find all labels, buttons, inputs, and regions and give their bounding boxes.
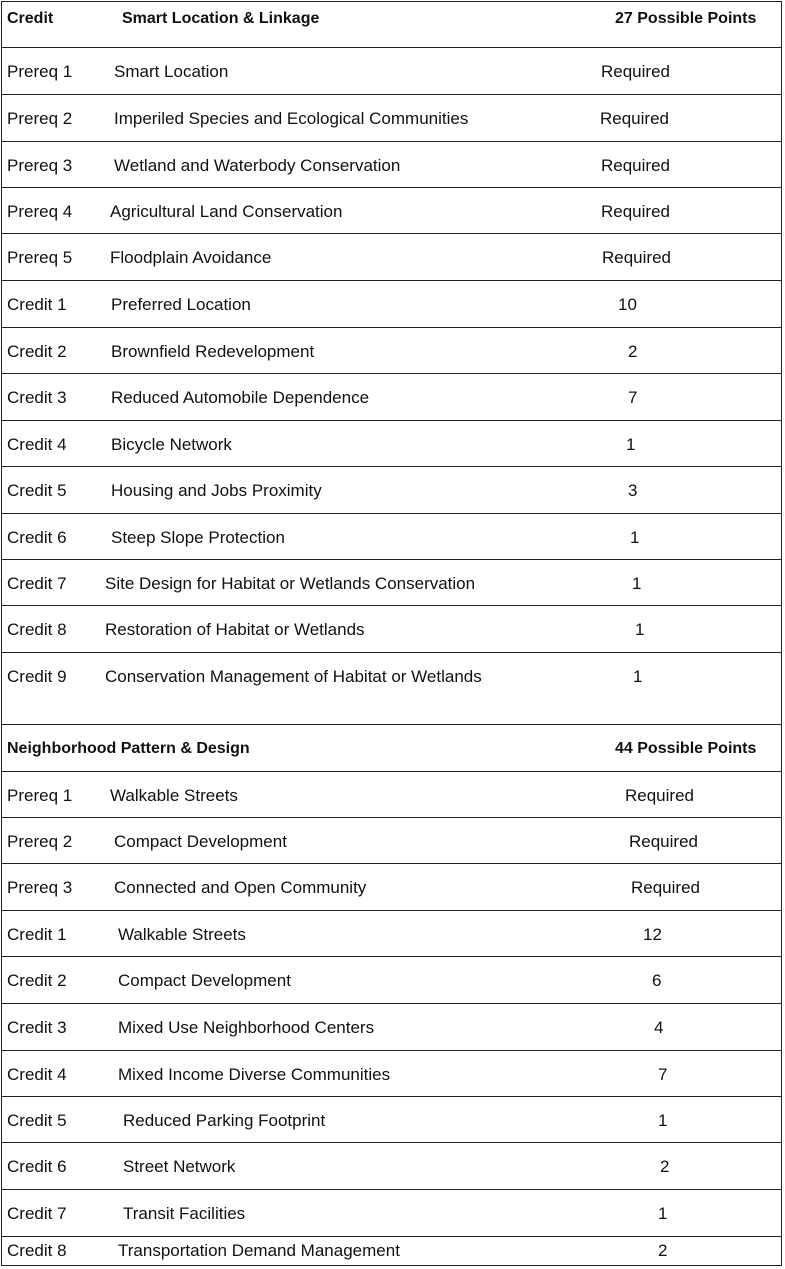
table-row <box>1 653 782 725</box>
table-row <box>1 328 782 374</box>
row-code: Prereq 1 <box>7 786 73 805</box>
row-name: Housing and Jobs Proximity <box>111 481 322 500</box>
table-row <box>1 1143 782 1190</box>
section-header-smart-location <box>1 1 782 48</box>
header-credit-label: Credit <box>7 10 54 27</box>
row-value: Required <box>601 62 670 81</box>
table-row <box>1 1190 782 1237</box>
row-name: Floodplain Avoidance <box>110 248 272 267</box>
table-row <box>1 95 782 142</box>
row-value: 10 <box>618 295 637 314</box>
row-name: Street Network <box>123 1157 236 1176</box>
row-code: Prereq 4 <box>7 202 73 221</box>
section-header-neighborhood-pattern <box>1 725 782 772</box>
table-row <box>1 421 782 467</box>
row-name: Mixed Income Diverse Communities <box>118 1065 391 1084</box>
row-name: Walkable Streets <box>110 786 238 805</box>
row-code: Credit 8 <box>7 620 67 639</box>
row-name: Reduced Parking Footprint <box>123 1111 326 1130</box>
row-name: Imperiled Species and Ecological Communities <box>114 109 469 128</box>
row-name: Conservation Management of Habitat or Wetlands <box>105 667 482 686</box>
row-value: 1 <box>626 435 636 454</box>
row-code: Prereq 2 <box>7 109 73 128</box>
row-value: 2 <box>660 1157 670 1176</box>
row-name: Preferred Location <box>111 295 251 314</box>
row-value: 2 <box>658 1241 668 1260</box>
row-code: Credit 5 <box>7 481 67 500</box>
row-code: Credit 9 <box>7 667 67 686</box>
section-title: Smart Location & Linkage <box>122 10 320 27</box>
row-name: Compact Development <box>114 832 287 851</box>
row-code: Credit 1 <box>7 295 67 314</box>
row-value: Required <box>625 786 694 805</box>
row-code: Prereq 5 <box>7 248 73 267</box>
row-name: Site Design for Habitat or Wetlands Conservation <box>105 574 476 593</box>
row-value: 6 <box>652 971 662 990</box>
table-row <box>1 48 782 95</box>
row-value: Required <box>602 248 671 267</box>
row-value: 3 <box>628 481 638 500</box>
row-value: 1 <box>658 1111 668 1130</box>
row-name: Bicycle Network <box>111 435 232 454</box>
row-value: 1 <box>658 1204 668 1223</box>
row-code: Credit 6 <box>7 1157 67 1176</box>
table-row <box>1 142 782 188</box>
row-value: 7 <box>628 388 638 407</box>
table-row <box>1 1051 782 1097</box>
table-row <box>1 864 782 911</box>
row-value: 7 <box>658 1065 668 1084</box>
row-code: Credit 4 <box>7 435 67 454</box>
row-value: Required <box>629 832 698 851</box>
row-name: Compact Development <box>118 971 291 990</box>
table-row <box>1 957 782 1004</box>
row-name: Steep Slope Protection <box>111 528 285 547</box>
row-name: Transportation Demand Management <box>118 1241 400 1260</box>
row-value: Required <box>601 156 670 175</box>
row-code: Credit 2 <box>7 342 67 361</box>
row-code: Prereq 2 <box>7 832 73 851</box>
table-row <box>1 606 782 653</box>
row-code: Credit 3 <box>7 1018 67 1037</box>
row-code: Credit 4 <box>7 1065 67 1084</box>
section-title: Neighborhood Pattern & Design <box>7 740 250 757</box>
table-row <box>1 188 782 234</box>
row-value: Required <box>631 878 700 897</box>
table-row <box>1 374 782 421</box>
table-row <box>1 234 782 281</box>
row-value: Required <box>601 202 670 221</box>
row-name: Smart Location <box>114 62 229 81</box>
row-name: Restoration of Habitat or Wetlands <box>105 620 365 639</box>
row-code: Credit 7 <box>7 574 67 593</box>
row-code: Prereq 3 <box>7 156 73 175</box>
section-points: 27 Possible Points <box>615 10 757 27</box>
row-code: Credit 5 <box>7 1111 67 1130</box>
row-name: Agricultural Land Conservation <box>110 202 343 221</box>
row-code: Credit 1 <box>7 925 67 944</box>
table-row <box>1 818 782 864</box>
table-row <box>1 467 782 514</box>
row-value: 12 <box>643 925 662 944</box>
row-value: 1 <box>630 528 640 547</box>
row-name: Wetland and Waterbody Conservation <box>114 156 401 175</box>
row-code: Credit 8 <box>7 1241 67 1260</box>
table-row <box>1 514 782 560</box>
row-name: Brownfield Redevelopment <box>111 342 315 361</box>
table-row <box>1 1097 782 1143</box>
table-row <box>1 281 782 328</box>
table-row <box>1 911 782 957</box>
row-name: Walkable Streets <box>118 925 246 944</box>
row-name: Mixed Use Neighborhood Centers <box>118 1018 375 1037</box>
table-row <box>1 1004 782 1051</box>
row-code: Prereq 3 <box>7 878 73 897</box>
row-value: 1 <box>633 667 643 686</box>
table-row <box>1 772 782 818</box>
table-row <box>1 1237 782 1266</box>
row-value: 1 <box>632 574 642 593</box>
table-row <box>1 560 782 606</box>
row-code: Credit 7 <box>7 1204 67 1223</box>
row-code: Credit 6 <box>7 528 67 547</box>
row-code: Credit 2 <box>7 971 67 990</box>
row-value: 1 <box>635 620 645 639</box>
row-code: Prereq 1 <box>7 62 73 81</box>
section-points: 44 Possible Points <box>615 740 757 757</box>
row-name: Transit Facilities <box>123 1204 246 1223</box>
row-value: Required <box>600 109 669 128</box>
row-value: 2 <box>628 342 638 361</box>
row-name: Reduced Automobile Dependence <box>111 388 370 407</box>
row-value: 4 <box>654 1018 664 1037</box>
row-code: Credit 3 <box>7 388 67 407</box>
row-name: Connected and Open Community <box>114 878 367 897</box>
